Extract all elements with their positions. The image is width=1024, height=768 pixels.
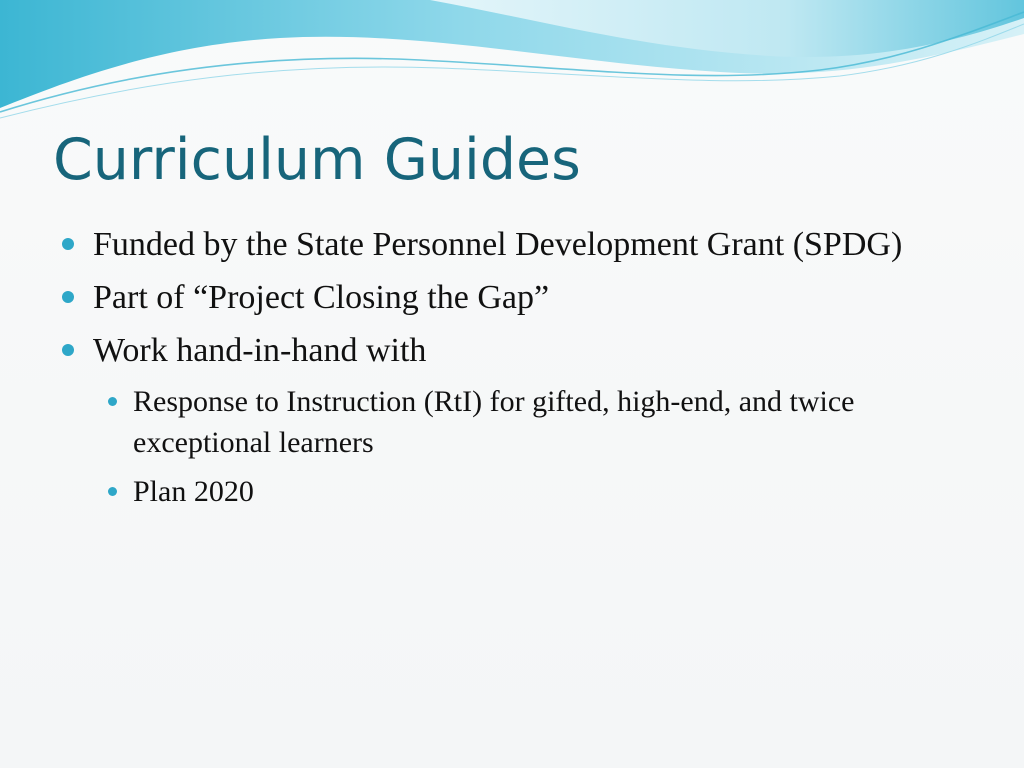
- sub-bullet-dot-icon: [108, 487, 117, 496]
- bullet-dot-icon: [62, 238, 74, 250]
- sub-bullet-dot-icon: [108, 397, 117, 406]
- bullet-text: Funded by the State Personnel Development Grant (SPDG): [93, 226, 903, 263]
- bullet-item: [60, 328, 960, 373]
- slide-title: Curriculum Guides: [53, 127, 581, 193]
- sub-bullet-item: [60, 381, 960, 463]
- bullet-item: [60, 275, 960, 320]
- bullet-text: Part of “Project Closing the Gap”: [93, 279, 550, 316]
- bullet-list: [60, 222, 960, 520]
- bullet-dot-icon: [62, 344, 74, 356]
- bullet-dot-icon: [62, 291, 74, 303]
- sub-bullet-item: [60, 471, 960, 512]
- bullet-text: Work hand-in-hand with: [93, 332, 427, 369]
- bullet-item: [60, 222, 960, 267]
- sub-bullet-text: Response to Instruction (RtI) for gifted, high-end, and twice exceptional learners: [133, 385, 855, 459]
- sub-bullet-text: Plan 2020: [133, 475, 254, 508]
- wave-decoration: [0, 0, 1024, 130]
